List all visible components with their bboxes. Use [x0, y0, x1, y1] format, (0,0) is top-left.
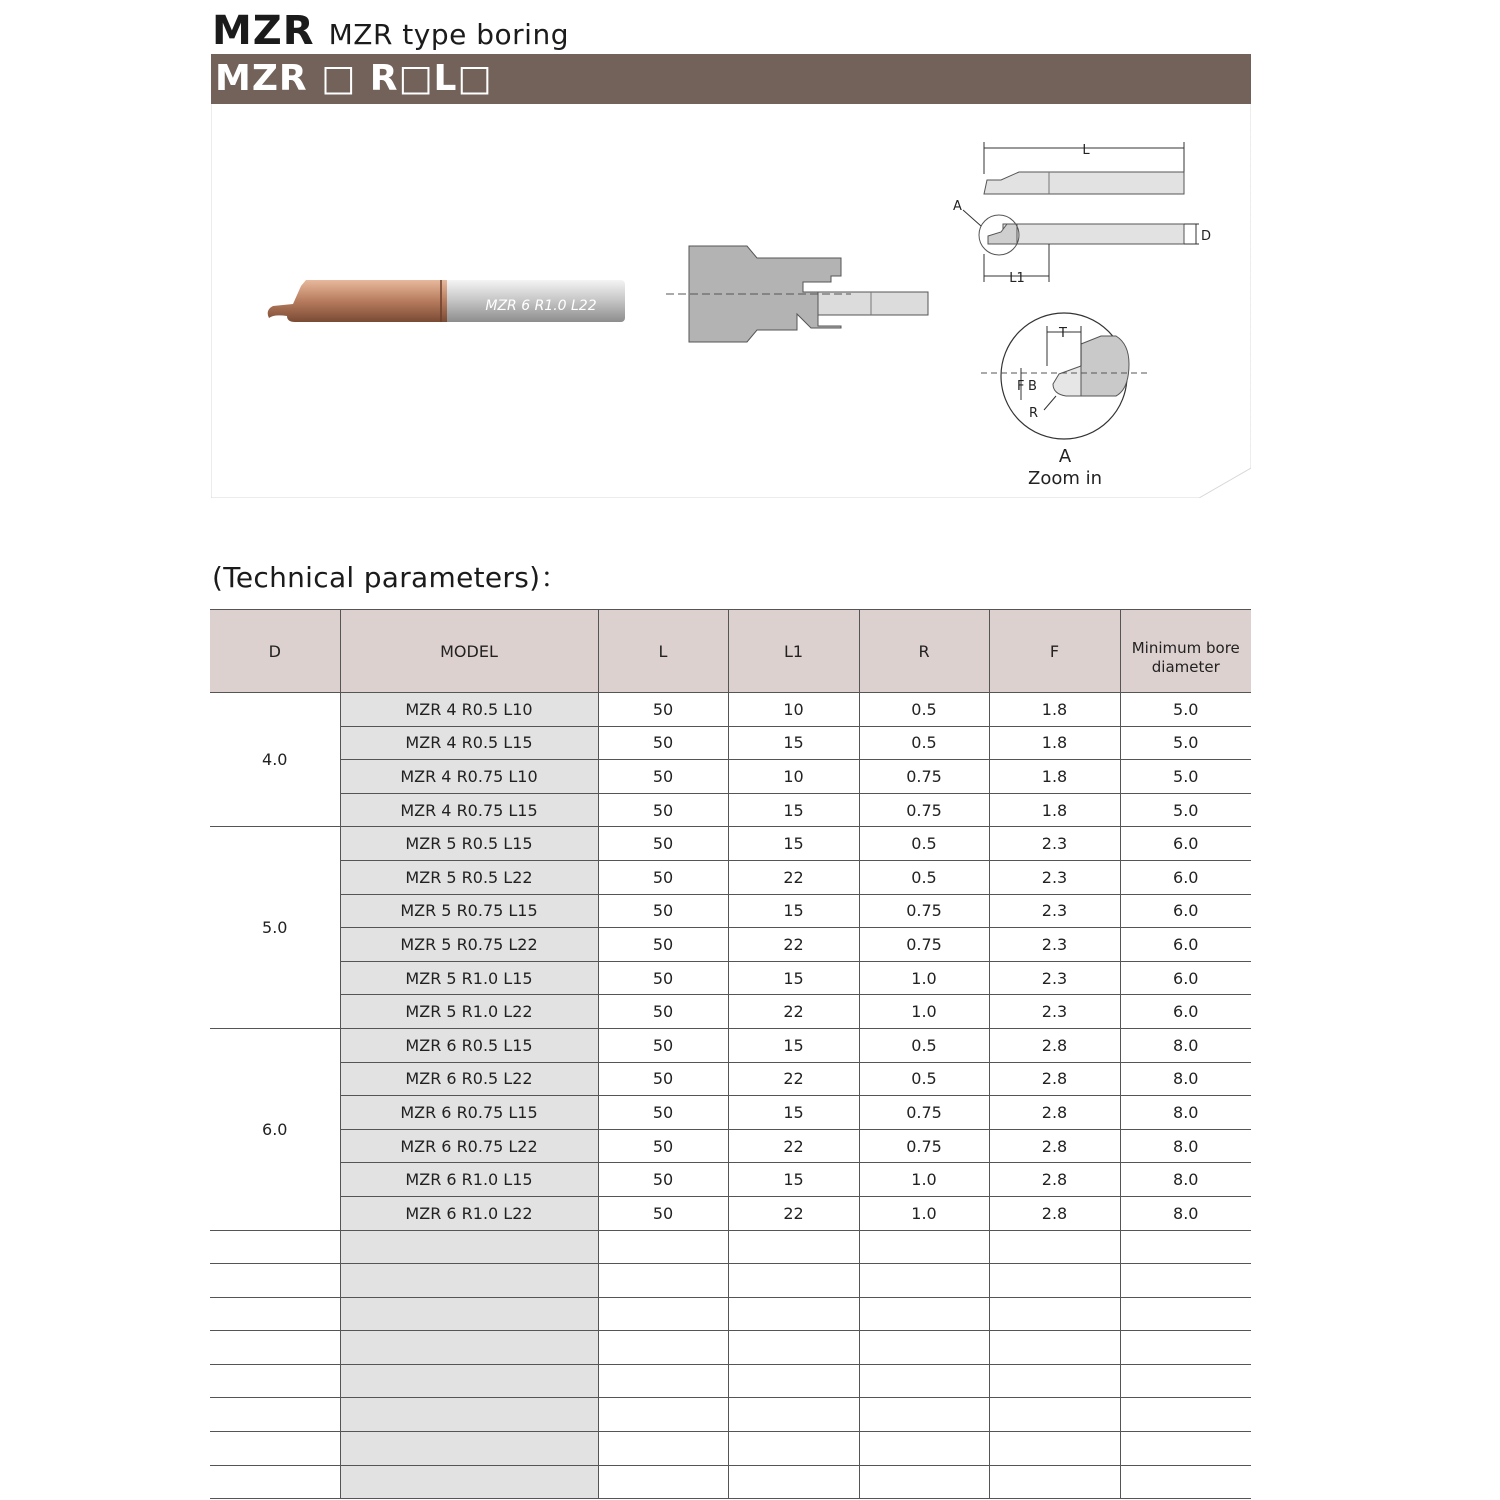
empty-cell — [210, 1432, 340, 1466]
cell-l1: 15 — [728, 1096, 859, 1130]
table-row — [210, 928, 1251, 962]
empty-cell — [598, 1364, 728, 1398]
empty-table-row — [210, 1432, 1251, 1466]
cell-min-bore: 8.0 — [1120, 1163, 1251, 1197]
cell-f: 2.3 — [989, 995, 1120, 1029]
table-body — [210, 693, 1251, 1499]
dim-t-label: T — [1059, 326, 1067, 341]
cell-model: MZR 5 R1.0 L22 — [340, 995, 598, 1029]
cell-min-bore: 6.0 — [1120, 860, 1251, 894]
cell-r: 0.75 — [859, 760, 989, 794]
tool-engraving: MZR 6 R1.0 L22 — [485, 298, 597, 314]
empty-cell — [728, 1264, 859, 1298]
cell-l1: 15 — [728, 793, 859, 827]
header-r: R — [859, 610, 989, 693]
empty-cell — [598, 1264, 728, 1298]
cell-min-bore: 6.0 — [1120, 928, 1251, 962]
empty-cell — [340, 1364, 598, 1398]
cell-l1: 10 — [728, 693, 859, 727]
technical-parameters-table — [210, 609, 1251, 1499]
cell-l: 50 — [598, 693, 728, 727]
cell-l1: 22 — [728, 860, 859, 894]
boring-bar-photo — [268, 280, 625, 322]
dim-l1-label: L1 — [1009, 271, 1025, 286]
zoom-detail — [981, 313, 1151, 439]
empty-cell — [340, 1331, 598, 1365]
empty-cell — [989, 1264, 1120, 1298]
empty-table-row — [210, 1297, 1251, 1331]
header-f: F — [989, 610, 1120, 693]
cell-l: 50 — [598, 1196, 728, 1230]
dim-b-label: B — [1028, 379, 1037, 394]
cell-l: 50 — [598, 1163, 728, 1197]
empty-cell — [1120, 1364, 1251, 1398]
cell-l: 50 — [598, 1129, 728, 1163]
cell-r: 0.75 — [859, 928, 989, 962]
empty-cell — [210, 1331, 340, 1365]
cell-min-bore: 6.0 — [1120, 827, 1251, 861]
cell-l: 50 — [598, 1096, 728, 1130]
cell-model: MZR 5 R0.75 L22 — [340, 928, 598, 962]
empty-table-row — [210, 1465, 1251, 1499]
cell-l: 50 — [598, 961, 728, 995]
empty-cell — [1120, 1297, 1251, 1331]
empty-cell — [859, 1230, 989, 1264]
cell-model: MZR 6 R0.75 L22 — [340, 1129, 598, 1163]
empty-cell — [859, 1264, 989, 1298]
cell-f: 2.8 — [989, 1062, 1120, 1096]
cell-l1: 15 — [728, 894, 859, 928]
cell-d: 4.0 — [210, 693, 340, 827]
empty-cell — [728, 1297, 859, 1331]
top-view — [1003, 224, 1184, 244]
zoom-tip-body — [1081, 336, 1129, 396]
empty-cell — [210, 1364, 340, 1398]
cell-min-bore: 5.0 — [1120, 793, 1251, 827]
cell-r: 0.5 — [859, 827, 989, 861]
cell-model: MZR 5 R0.75 L15 — [340, 894, 598, 928]
empty-cell — [728, 1230, 859, 1264]
cell-r: 1.0 — [859, 961, 989, 995]
cell-r: 0.75 — [859, 1129, 989, 1163]
cell-model: MZR 6 R1.0 L22 — [340, 1196, 598, 1230]
empty-cell — [1120, 1465, 1251, 1499]
cell-min-bore: 8.0 — [1120, 1096, 1251, 1130]
cell-min-bore: 5.0 — [1120, 760, 1251, 794]
table-row — [210, 827, 1251, 861]
empty-cell — [859, 1331, 989, 1365]
table-row — [210, 1028, 1251, 1062]
cell-r: 1.0 — [859, 995, 989, 1029]
empty-cell — [210, 1230, 340, 1264]
empty-cell — [210, 1465, 340, 1499]
cell-l: 50 — [598, 1062, 728, 1096]
dimension-drawing — [953, 142, 1211, 286]
zoom-caption — [1000, 446, 1130, 490]
header-min-bore: Minimum bore diameter — [1120, 610, 1251, 693]
cell-min-bore: 5.0 — [1120, 693, 1251, 727]
cell-l1: 15 — [728, 1028, 859, 1062]
empty-cell — [340, 1432, 598, 1466]
empty-cell — [1120, 1398, 1251, 1432]
dim-r-label: R — [1029, 406, 1039, 421]
cell-l: 50 — [598, 928, 728, 962]
cell-min-bore: 6.0 — [1120, 995, 1251, 1029]
cell-f: 2.3 — [989, 827, 1120, 861]
cell-r: 0.5 — [859, 726, 989, 760]
cell-min-bore: 8.0 — [1120, 1028, 1251, 1062]
cell-min-bore: 5.0 — [1120, 726, 1251, 760]
cell-min-bore: 8.0 — [1120, 1196, 1251, 1230]
cell-min-bore: 8.0 — [1120, 1129, 1251, 1163]
zoom-caption-text: Zoom in — [1027, 468, 1103, 489]
cell-f: 2.3 — [989, 928, 1120, 962]
cell-model: MZR 5 R0.5 L22 — [340, 860, 598, 894]
cell-model: MZR 4 R0.75 L10 — [340, 760, 598, 794]
cell-l: 50 — [598, 894, 728, 928]
empty-cell — [989, 1331, 1120, 1365]
empty-cell — [989, 1364, 1120, 1398]
detail-leader — [963, 210, 981, 226]
empty-cell — [1120, 1331, 1251, 1365]
empty-cell — [728, 1432, 859, 1466]
table-row — [210, 1196, 1251, 1230]
empty-cell — [859, 1297, 989, 1331]
table-row — [210, 726, 1251, 760]
cell-l: 50 — [598, 1028, 728, 1062]
cell-l1: 15 — [728, 726, 859, 760]
empty-cell — [598, 1331, 728, 1365]
table-row — [210, 693, 1251, 727]
cell-l1: 22 — [728, 1129, 859, 1163]
cell-model: MZR 5 R0.5 L15 — [340, 827, 598, 861]
cell-l1: 15 — [728, 827, 859, 861]
cell-model: MZR 6 R0.5 L22 — [340, 1062, 598, 1096]
cell-r: 1.0 — [859, 1163, 989, 1197]
cell-l: 50 — [598, 793, 728, 827]
bar-in-bore — [818, 292, 928, 315]
empty-cell — [989, 1230, 1120, 1264]
coated-head — [268, 280, 447, 322]
cell-f: 2.3 — [989, 961, 1120, 995]
empty-table-row — [210, 1264, 1251, 1298]
table-row — [210, 793, 1251, 827]
cell-r: 0.5 — [859, 1062, 989, 1096]
cell-model: MZR 4 R0.5 L10 — [340, 693, 598, 727]
cell-d: 5.0 — [210, 827, 340, 1029]
cell-r: 0.75 — [859, 1096, 989, 1130]
empty-cell — [989, 1398, 1120, 1432]
cell-l1: 22 — [728, 928, 859, 962]
empty-cell — [728, 1398, 859, 1432]
empty-cell — [728, 1364, 859, 1398]
cell-f: 1.8 — [989, 760, 1120, 794]
model-pattern-banner — [211, 54, 1251, 104]
empty-cell — [989, 1465, 1120, 1499]
cell-model: MZR 6 R0.75 L15 — [340, 1096, 598, 1130]
empty-cell — [1120, 1432, 1251, 1466]
empty-table-row — [210, 1364, 1251, 1398]
figure-panel — [211, 104, 1251, 498]
empty-cell — [598, 1297, 728, 1331]
empty-table-row — [210, 1398, 1251, 1432]
empty-cell — [859, 1432, 989, 1466]
empty-cell — [210, 1297, 340, 1331]
bore-section-drawing — [666, 246, 928, 342]
dim-d-label: D — [1201, 229, 1212, 244]
detail-marker-label: A — [953, 199, 962, 214]
cell-f: 1.8 — [989, 726, 1120, 760]
empty-table-row — [210, 1230, 1251, 1264]
cell-model: MZR 6 R0.5 L15 — [340, 1028, 598, 1062]
cell-f: 1.8 — [989, 793, 1120, 827]
cell-min-bore: 6.0 — [1120, 894, 1251, 928]
empty-cell — [340, 1264, 598, 1298]
empty-cell — [210, 1264, 340, 1298]
empty-cell — [1120, 1230, 1251, 1264]
cell-model: MZR 6 R1.0 L15 — [340, 1163, 598, 1197]
cell-l1: 22 — [728, 1062, 859, 1096]
cell-f: 2.8 — [989, 1129, 1120, 1163]
cell-r: 0.5 — [859, 860, 989, 894]
title-subtitle: MZR type boring — [328, 18, 569, 51]
cell-l1: 15 — [728, 961, 859, 995]
cell-d: 6.0 — [210, 1028, 340, 1230]
empty-cell — [989, 1297, 1120, 1331]
empty-cell — [1120, 1264, 1251, 1298]
cell-r: 0.75 — [859, 894, 989, 928]
dim-f-label: F — [1017, 379, 1025, 394]
table-row — [210, 995, 1251, 1029]
empty-cell — [598, 1432, 728, 1466]
tool-illustrations — [211, 104, 1251, 498]
empty-cell — [728, 1331, 859, 1365]
table-row — [210, 1062, 1251, 1096]
cell-l: 50 — [598, 860, 728, 894]
cell-model: MZR 4 R0.75 L15 — [340, 793, 598, 827]
cell-min-bore: 6.0 — [1120, 961, 1251, 995]
empty-cell — [340, 1398, 598, 1432]
table-row — [210, 760, 1251, 794]
empty-cell — [340, 1297, 598, 1331]
header-l: L — [598, 610, 728, 693]
header-l1: L1 — [728, 610, 859, 693]
cell-l1: 15 — [728, 1163, 859, 1197]
banner-text: MZR □ R□L□ — [215, 58, 493, 99]
table-row — [210, 1096, 1251, 1130]
cell-r: 1.0 — [859, 1196, 989, 1230]
cell-l1: 22 — [728, 995, 859, 1029]
empty-cell — [340, 1230, 598, 1264]
cell-l: 50 — [598, 760, 728, 794]
empty-cell — [598, 1230, 728, 1264]
cell-f: 2.3 — [989, 894, 1120, 928]
zoom-marker: A — [1058, 446, 1072, 467]
cell-l1: 22 — [728, 1196, 859, 1230]
cell-model: MZR 5 R1.0 L15 — [340, 961, 598, 995]
cell-l: 50 — [598, 827, 728, 861]
section-title: (Technical parameters)： — [212, 561, 569, 594]
empty-cell — [210, 1398, 340, 1432]
table-row — [210, 1129, 1251, 1163]
cell-model: MZR 4 R0.5 L15 — [340, 726, 598, 760]
cell-min-bore: 8.0 — [1120, 1062, 1251, 1096]
header-model: MODEL — [340, 610, 598, 693]
cell-l1: 10 — [728, 760, 859, 794]
table-row — [210, 860, 1251, 894]
empty-cell — [859, 1465, 989, 1499]
cell-f: 2.3 — [989, 860, 1120, 894]
table-row — [210, 894, 1251, 928]
empty-cell — [340, 1465, 598, 1499]
table-row — [210, 1163, 1251, 1197]
empty-cell — [859, 1398, 989, 1432]
cell-f: 2.8 — [989, 1196, 1120, 1230]
cell-f: 1.8 — [989, 693, 1120, 727]
empty-cell — [859, 1364, 989, 1398]
cell-l: 50 — [598, 726, 728, 760]
empty-cell — [598, 1398, 728, 1432]
page-title — [212, 8, 569, 52]
cell-r: 0.5 — [859, 1028, 989, 1062]
cell-f: 2.8 — [989, 1028, 1120, 1062]
dim-l-label: L — [1082, 143, 1090, 158]
empty-table-row — [210, 1331, 1251, 1365]
title-code: MZR — [212, 8, 315, 54]
cell-l: 50 — [598, 995, 728, 1029]
empty-cell — [728, 1465, 859, 1499]
cell-r: 0.5 — [859, 693, 989, 727]
empty-cell — [989, 1432, 1120, 1466]
side-view — [984, 172, 1184, 194]
cell-r: 0.75 — [859, 793, 989, 827]
empty-cell — [598, 1465, 728, 1499]
header-d: D — [210, 610, 340, 693]
table-row — [210, 961, 1251, 995]
cell-f: 2.8 — [989, 1163, 1120, 1197]
cell-f: 2.8 — [989, 1096, 1120, 1130]
table-header-row — [210, 610, 1251, 693]
